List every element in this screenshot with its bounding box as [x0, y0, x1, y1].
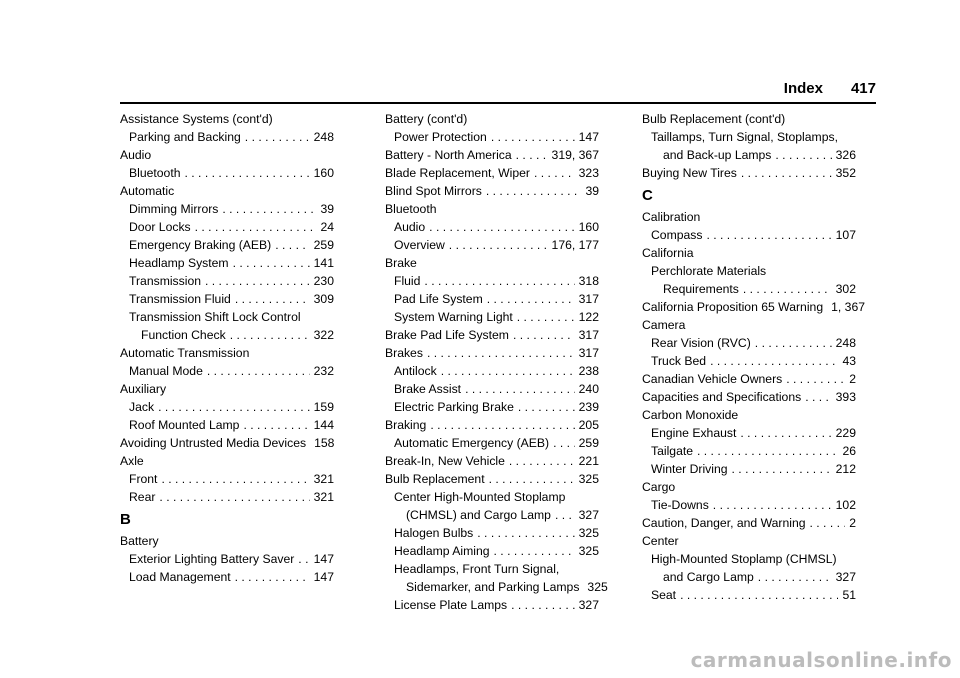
entry-page-ref: 322: [313, 328, 334, 342]
index-entry: [642, 316, 856, 334]
entry-term: Avoiding Untrusted Media Devices: [120, 436, 307, 450]
index-entry: [385, 380, 599, 398]
dot-leader: [741, 164, 832, 182]
entry-term: Seat: [651, 588, 677, 602]
entry-page-ref: 325: [578, 526, 599, 540]
index-entry: [385, 560, 599, 578]
dot-leader: [494, 542, 575, 560]
page-header: [784, 80, 876, 97]
dot-leader: [275, 236, 309, 254]
index-entry: [385, 308, 599, 326]
index-entry: [642, 568, 856, 586]
entry-term: Battery: [120, 534, 159, 548]
entry-term: Carbon Monoxide: [642, 408, 739, 422]
entry-term: Headlamp System: [129, 256, 229, 270]
index-entry: [642, 496, 856, 514]
index-entry: [120, 164, 334, 182]
index-entry: [642, 226, 856, 244]
page-number: 417: [850, 80, 876, 97]
entry-term: Overview: [394, 238, 445, 252]
entry-page-ref: 51: [842, 588, 856, 602]
entry-term: Break-In, New Vehicle: [385, 454, 505, 468]
entry-page-ref: 229: [835, 426, 856, 440]
index-entry: [642, 146, 856, 164]
entry-page-ref: 240: [578, 382, 599, 396]
dot-leader: [222, 200, 316, 218]
entry-term: Bluetooth: [385, 202, 437, 216]
dot-leader: [534, 164, 575, 182]
index-entry: [642, 442, 856, 460]
entry-page-ref: 232: [313, 364, 334, 378]
entry-page-ref: 326: [835, 148, 856, 162]
index-entry: [642, 128, 856, 146]
entry-term: Emergency Braking (AEB): [129, 238, 272, 252]
entry-term: Antilock: [394, 364, 437, 378]
dot-leader: [775, 146, 831, 164]
entry-term: Manual Mode: [129, 364, 203, 378]
index-entry: [385, 542, 599, 560]
dot-leader: [697, 442, 838, 460]
index-entry: [120, 532, 334, 550]
entry-page-ref: 230: [313, 274, 334, 288]
entry-term: Buying New Tires: [642, 166, 737, 180]
entry-page-ref: 248: [835, 336, 856, 350]
dot-leader: [161, 470, 309, 488]
entry-page-ref: 160: [578, 220, 599, 234]
index-entry: [642, 460, 856, 478]
entry-term: Center: [642, 534, 679, 548]
dot-leader: [243, 416, 309, 434]
entry-term: California: [642, 246, 694, 260]
dot-leader: [298, 550, 309, 568]
entry-page-ref: 317: [578, 328, 599, 342]
dot-leader: [465, 380, 575, 398]
index-entry: [385, 434, 599, 452]
entry-page-ref: 144: [313, 418, 334, 432]
entry-term: Front: [129, 472, 158, 486]
entry-term: Electric Parking Brake: [394, 400, 514, 414]
entry-term: Headlamps, Front Turn Signal,: [394, 562, 560, 576]
index-column-3: [642, 110, 865, 604]
entry-page-ref: 141: [313, 256, 334, 270]
entry-page-ref: 107: [835, 228, 856, 242]
entry-term: Bulb Replacement (cont'd): [642, 112, 786, 126]
dot-leader: [491, 128, 575, 146]
entry-term: Battery (cont'd): [385, 112, 468, 126]
entry-term: Truck Bed: [651, 354, 707, 368]
entry-term: Requirements: [663, 282, 739, 296]
dot-leader: [427, 344, 575, 362]
entry-page-ref: 176, 177: [551, 238, 599, 252]
entry-page-ref: 321: [313, 490, 334, 504]
dot-leader: [235, 568, 310, 586]
entry-page-ref: 248: [313, 130, 334, 144]
dot-leader: [786, 370, 845, 388]
entry-term: Brake: [385, 256, 417, 270]
entry-page-ref: 212: [835, 462, 856, 476]
entry-term: Brake Pad Life System: [385, 328, 509, 342]
dot-leader: [805, 388, 831, 406]
entry-term: Cargo: [642, 480, 676, 494]
index-entry: [120, 326, 334, 344]
entry-term: and Cargo Lamp: [663, 570, 754, 584]
entry-term: Axle: [120, 454, 144, 468]
dot-leader: [758, 568, 832, 586]
dot-leader: [205, 272, 310, 290]
entry-term: Audio: [120, 148, 152, 162]
index-entry: [385, 200, 599, 218]
watermark: carmanualsonline.info: [690, 648, 952, 672]
entry-term: Blade Replacement, Wiper: [385, 166, 530, 180]
entry-term: Calibration: [642, 210, 701, 224]
index-entry: [120, 254, 334, 272]
entry-term: High-Mounted Stoplamp (CHMSL): [651, 552, 837, 566]
index-entry: [642, 370, 856, 388]
index-entry: [642, 424, 856, 442]
dot-leader: [449, 236, 548, 254]
index-entry: [642, 244, 856, 262]
entry-page-ref: 239: [578, 400, 599, 414]
entry-term: Headlamp Aiming: [394, 544, 490, 558]
index-entry: [120, 200, 334, 218]
index-entry: [385, 398, 599, 416]
index-entry: [385, 128, 599, 146]
dot-leader: [706, 226, 831, 244]
entry-page-ref: 147: [313, 552, 334, 566]
entry-term: Taillamps, Turn Signal, Stoplamps,: [651, 130, 838, 144]
index-entry: [120, 568, 334, 586]
entry-term: Brakes: [385, 346, 423, 360]
entry-page-ref: 102: [835, 498, 856, 512]
index-entry: [385, 344, 599, 362]
index-entry: [120, 290, 334, 308]
index-entry: [120, 308, 334, 326]
dot-leader: [207, 362, 310, 380]
index-entry: [385, 362, 599, 380]
dot-leader: [429, 218, 574, 236]
entry-term: Door Locks: [129, 220, 191, 234]
entry-term: Halogen Bulbs: [394, 526, 474, 540]
entry-term: Compass: [651, 228, 703, 242]
dot-leader: [511, 596, 575, 614]
entry-page-ref: 317: [578, 346, 599, 360]
index-entry: [385, 578, 608, 596]
entry-page-ref: 122: [578, 310, 599, 324]
entry-page-ref: 147: [578, 130, 599, 144]
entry-page-ref: 325: [578, 472, 599, 486]
section-title: Index: [783, 80, 823, 97]
entry-term: Function Check: [141, 328, 226, 342]
index-entry: [385, 326, 599, 344]
index-entry: [385, 182, 599, 200]
dot-leader: [710, 352, 838, 370]
entry-page-ref: 26: [842, 444, 856, 458]
entry-term: Perchlorate Materials: [651, 264, 767, 278]
dot-leader: [185, 164, 310, 182]
dot-leader: [441, 362, 575, 380]
entry-term: Tie-Downs: [651, 498, 709, 512]
entry-page-ref: 327: [835, 570, 856, 584]
entry-page-ref: 2: [849, 372, 856, 386]
index-entry: [642, 406, 856, 424]
index-entry: [120, 110, 334, 128]
entry-term: and Back-up Lamps: [663, 148, 772, 162]
entry-term: Parking and Backing: [129, 130, 241, 144]
index-entry: [120, 344, 334, 362]
dot-leader: [235, 290, 310, 308]
entry-page-ref: 2: [849, 516, 856, 530]
entry-page-ref: 160: [313, 166, 334, 180]
entry-page-ref: 259: [313, 238, 334, 252]
index-entry: [120, 380, 334, 398]
entry-page-ref: 302: [835, 282, 856, 296]
index-entry: [385, 470, 599, 488]
index-entry: [385, 524, 599, 542]
entry-page-ref: 147: [313, 570, 334, 584]
dot-leader: [743, 280, 832, 298]
section-letter: C: [642, 187, 653, 204]
entry-page-ref: 352: [835, 166, 856, 180]
index-entry: [385, 488, 599, 506]
entry-page-ref: 259: [578, 436, 599, 450]
index-entry: [642, 514, 856, 532]
index-entry: [120, 272, 334, 290]
entry-term: Automatic: [120, 184, 175, 198]
entry-term: License Plate Lamps: [394, 598, 508, 612]
entry-term: Transmission: [129, 274, 202, 288]
index-entry: [120, 362, 334, 380]
entry-page-ref: 159: [313, 400, 334, 414]
dot-leader: [430, 416, 574, 434]
section-letter: B: [120, 511, 131, 528]
index-entry: [642, 298, 865, 316]
entry-term: Jack: [129, 400, 155, 414]
entry-term: Transmission Fluid: [129, 292, 231, 306]
index-entry: [642, 110, 856, 128]
entry-term: Dimming Mirrors: [129, 202, 219, 216]
dot-leader: [487, 290, 575, 308]
entry-term: Automatic Transmission: [120, 346, 250, 360]
entry-term: Bluetooth: [129, 166, 181, 180]
entry-page-ref: 327: [578, 508, 599, 522]
index-entry: [385, 146, 599, 164]
dot-leader: [233, 254, 310, 272]
index-entry: [120, 488, 334, 506]
index-entry: [120, 470, 334, 488]
index-column-2: [385, 110, 608, 614]
entry-term: Audio: [394, 220, 426, 234]
dot-leader: [518, 398, 575, 416]
entry-term: Transmission Shift Lock Control: [129, 310, 301, 324]
entry-page-ref: 327: [578, 598, 599, 612]
index-entry: [642, 532, 856, 550]
entry-term: Rear: [129, 490, 156, 504]
index-entry: [385, 596, 599, 614]
entry-page-ref: 1, 367: [831, 300, 865, 314]
dot-leader: [513, 326, 575, 344]
entry-term: Roof Mounted Lamp: [129, 418, 240, 432]
index-entry: [120, 398, 334, 416]
entry-term: Automatic Emergency (AEB): [394, 436, 550, 450]
index-entry: [120, 218, 334, 236]
entry-term: Center High-Mounted Stoplamp: [394, 490, 566, 504]
header-rule: [120, 102, 876, 104]
entry-term: Sidemarker, and Parking Lamps: [406, 580, 580, 594]
index-entry: [642, 262, 856, 280]
entry-page-ref: 317: [578, 292, 599, 306]
entry-term: Auxiliary: [120, 382, 167, 396]
entry-term: Engine Exhaust: [651, 426, 737, 440]
index-column-1: [120, 110, 334, 586]
index-entry: [120, 146, 334, 164]
entry-term: Capacities and Specifications: [642, 390, 802, 404]
entry-page-ref: 24: [320, 220, 334, 234]
index-entry: [642, 352, 856, 370]
entry-page-ref: 238: [578, 364, 599, 378]
index-entry: [642, 550, 856, 568]
dot-leader: [732, 460, 832, 478]
dot-leader: [517, 308, 575, 326]
entry-term: (CHMSL) and Cargo Lamp: [406, 508, 551, 522]
index-entry: [120, 182, 334, 200]
entry-page-ref: 318: [578, 274, 599, 288]
entry-term: Exterior Lighting Battery Saver: [129, 552, 295, 566]
entry-page-ref: 39: [320, 202, 334, 216]
index-entry: [642, 208, 856, 226]
index-entry: [385, 110, 599, 128]
dot-leader: [553, 434, 575, 452]
entry-term: Tailgate: [651, 444, 694, 458]
entry-page-ref: 319, 367: [551, 148, 599, 162]
dot-leader: [713, 496, 832, 514]
dot-leader: [555, 506, 575, 524]
index-entry: [120, 236, 334, 254]
dot-leader: [477, 524, 574, 542]
entry-term: Canadian Vehicle Owners: [642, 372, 783, 386]
dot-leader: [489, 470, 575, 488]
dot-leader: [158, 398, 310, 416]
dot-leader: [486, 182, 582, 200]
dot-leader: [810, 514, 846, 532]
dot-leader: [159, 488, 309, 506]
entry-term: System Warning Light: [394, 310, 513, 324]
index-entry: [385, 290, 599, 308]
entry-term: Winter Driving: [651, 462, 728, 476]
entry-page-ref: 393: [835, 390, 856, 404]
index-entry: [385, 416, 599, 434]
index-entry: [642, 586, 856, 604]
index-entry: [120, 434, 334, 452]
dot-leader: [740, 424, 831, 442]
index-entry: [385, 506, 599, 524]
entry-page-ref: 325: [578, 544, 599, 558]
entry-page-ref: 221: [578, 454, 599, 468]
index-entry: [120, 452, 334, 470]
entry-page-ref: 43: [842, 354, 856, 368]
dot-leader: [195, 218, 317, 236]
entry-term: Caution, Danger, and Warning: [642, 516, 806, 530]
index-entry: [642, 388, 856, 406]
index-entry: [385, 236, 599, 254]
entry-term: Rear Vision (RVC): [651, 336, 751, 350]
index-entry: [642, 478, 856, 496]
entry-page-ref: 158: [314, 436, 335, 450]
dot-leader: [424, 272, 574, 290]
entry-term: Load Management: [129, 570, 231, 584]
index-entry: [120, 416, 334, 434]
entry-term: California Proposition 65 Warning: [642, 300, 824, 314]
dot-leader: [230, 326, 310, 344]
index-entry: [385, 164, 599, 182]
index-entry: [385, 272, 599, 290]
entry-term: Pad Life System: [394, 292, 483, 306]
index-entry: [642, 280, 856, 298]
entry-term: Blind Spot Mirrors: [385, 184, 482, 198]
entry-page-ref: 205: [578, 418, 599, 432]
entry-term: Battery - North America: [385, 148, 512, 162]
entry-term: Assistance Systems (cont'd): [120, 112, 273, 126]
entry-term: Fluid: [394, 274, 421, 288]
index-entry: [642, 334, 856, 352]
index-entry: [385, 218, 599, 236]
dot-leader: [509, 452, 575, 470]
entry-page-ref: 309: [313, 292, 334, 306]
dot-leader: [755, 334, 832, 352]
entry-term: Bulb Replacement: [385, 472, 485, 486]
index-entry: [642, 164, 856, 182]
entry-page-ref: 323: [578, 166, 599, 180]
entry-term: Braking: [385, 418, 427, 432]
dot-leader: [516, 146, 548, 164]
dot-leader: [680, 586, 838, 604]
entry-page-ref: 321: [313, 472, 334, 486]
index-entry: [120, 128, 334, 146]
dot-leader: [245, 128, 310, 146]
entry-term: Power Protection: [394, 130, 487, 144]
entry-term: Brake Assist: [394, 382, 462, 396]
entry-page-ref: 39: [585, 184, 599, 198]
entry-page-ref: 325: [587, 580, 608, 594]
index-entry: [120, 550, 334, 568]
entry-term: Camera: [642, 318, 686, 332]
index-entry: [385, 254, 599, 272]
index-entry: [385, 452, 599, 470]
